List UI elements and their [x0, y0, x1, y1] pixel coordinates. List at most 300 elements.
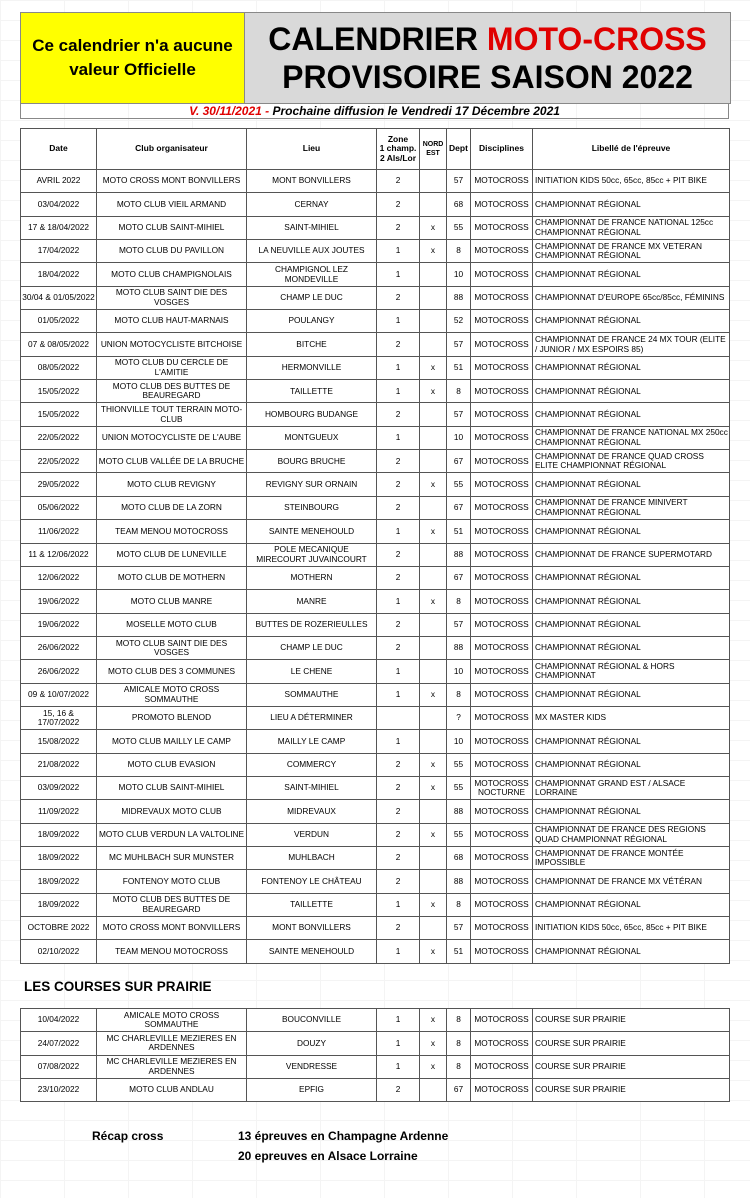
cell-date: 19/06/2022: [21, 590, 97, 613]
cell-club: MOTO CLUB DU PAVILLON: [97, 240, 247, 263]
table-row: [21, 683, 730, 706]
table-row: [21, 730, 730, 753]
cell-nord-est: [420, 706, 447, 729]
table-header-row: [21, 129, 730, 170]
cell-nord-est: x: [420, 683, 447, 706]
cell-libelle: CHAMPIONNAT DE FRANCE SUPERMOTARD: [533, 543, 730, 566]
cell-dept: 57: [447, 613, 471, 636]
cell-lieu: SAINT-MIHIEL: [247, 776, 377, 799]
cell-zone: 1: [377, 660, 420, 683]
cell-zone: 2: [377, 613, 420, 636]
cell-nord-est: [420, 730, 447, 753]
cell-zone: 1: [377, 310, 420, 333]
cell-zone: 1: [377, 590, 420, 613]
cell-nord-est: [420, 403, 447, 426]
cell-club: TEAM MENOU MOTOCROSS: [97, 520, 247, 543]
cell-lieu: VERDUN: [247, 823, 377, 846]
cell-zone: 2: [377, 566, 420, 589]
cell-dept: 51: [447, 940, 471, 963]
cell-date: AVRIL 2022: [21, 170, 97, 193]
cell-zone: 2: [377, 917, 420, 940]
cell-zone: 1: [377, 520, 420, 543]
cell-nord-est: x: [420, 240, 447, 263]
cell-zone: 2: [377, 776, 420, 799]
cell-dept: 88: [447, 636, 471, 659]
cell-nord-est: [420, 870, 447, 893]
cell-club: MOTO CLUB DE LA ZORN: [97, 496, 247, 519]
cell-club: MOTO CLUB DE LUNEVILLE: [97, 543, 247, 566]
cell-dept: 8: [447, 683, 471, 706]
cell-nord-est: [420, 193, 447, 216]
cell-nord-est: [420, 496, 447, 519]
table-row: [21, 823, 730, 846]
cell-libelle: CHAMPIONNAT RÉGIONAL: [533, 613, 730, 636]
cell-zone: 2: [377, 170, 420, 193]
cell-dept: 8: [447, 1009, 471, 1032]
table-row: [21, 1078, 730, 1101]
cell-nord-est: x: [420, 893, 447, 916]
cell-discipline: MOTOCROSS: [471, 193, 533, 216]
cell-libelle: CHAMPIONNAT DE FRANCE MX VÉTÉRAN: [533, 870, 730, 893]
cell-lieu: POULANGY: [247, 310, 377, 333]
cell-libelle: MX MASTER KIDS: [533, 706, 730, 729]
cell-nord-est: [420, 660, 447, 683]
cell-lieu: POLE MECANIQUE MIRECOURT JUVAINCOURT: [247, 543, 377, 566]
cell-club: MOTO CLUB SAINT-MIHIEL: [97, 776, 247, 799]
cell-discipline: MOTOCROSS: [471, 286, 533, 309]
cell-lieu: HOMBOURG BUDANGE: [247, 403, 377, 426]
cell-discipline: MOTOCROSS: [471, 380, 533, 403]
cell-libelle: CHAMPIONNAT RÉGIONAL: [533, 380, 730, 403]
cell-date: 12/06/2022: [21, 566, 97, 589]
cell-discipline: MOTOCROSS: [471, 940, 533, 963]
cell-date: 26/06/2022: [21, 636, 97, 659]
cell-date: 03/04/2022: [21, 193, 97, 216]
cell-discipline: MOTOCROSS: [471, 823, 533, 846]
version-number: V. 30/11/2021 -: [189, 104, 270, 118]
cell-lieu: SAINTE MENEHOULD: [247, 940, 377, 963]
cell-club: AMICALE MOTO CROSS SOMMAUTHE: [97, 1009, 247, 1032]
table-row: [21, 1009, 730, 1032]
table-row: [21, 520, 730, 543]
cell-discipline: MOTOCROSS: [471, 170, 533, 193]
cell-nord-est: x: [420, 753, 447, 776]
cell-dept: 88: [447, 286, 471, 309]
cell-club: MOTO CLUB SAINT DIE DES VOSGES: [97, 286, 247, 309]
cell-dept: 10: [447, 426, 471, 449]
table-row: [21, 753, 730, 776]
table-row: [21, 263, 730, 286]
cell-club: MOTO CLUB HAUT-MARNAIS: [97, 310, 247, 333]
cell-zone: 2: [377, 870, 420, 893]
cell-date: 18/09/2022: [21, 823, 97, 846]
table-row: [21, 240, 730, 263]
cell-libelle: COURSE SUR PRAIRIE: [533, 1032, 730, 1055]
cell-dept: 55: [447, 216, 471, 239]
cell-zone: 2: [377, 846, 420, 869]
cell-nord-est: [420, 613, 447, 636]
cell-libelle: CHAMPIONNAT RÉGIONAL: [533, 683, 730, 706]
table-row: [21, 216, 730, 239]
table-row: [21, 613, 730, 636]
cell-date: 08/05/2022: [21, 356, 97, 379]
cell-nord-est: [420, 263, 447, 286]
cell-zone: 1: [377, 940, 420, 963]
cell-discipline: MOTOCROSS: [471, 543, 533, 566]
unofficial-warning: Ce calendrier n'a aucune valeur Officielle: [21, 13, 245, 103]
column-header-libelle: Libellé de l'épreuve: [533, 129, 730, 170]
cell-zone: 2: [377, 543, 420, 566]
recap-champagne-ardenne: 13 épreuves en Champagne Ardenne: [238, 1129, 449, 1143]
cell-lieu: CHAMP LE DUC: [247, 636, 377, 659]
cell-discipline: MOTOCROSS: [471, 473, 533, 496]
cell-discipline: MOTOCROSS: [471, 240, 533, 263]
table-row: [21, 426, 730, 449]
cell-discipline: MOTOCROSS: [471, 216, 533, 239]
cell-dept: 88: [447, 870, 471, 893]
cell-dept: 51: [447, 520, 471, 543]
cell-dept: 57: [447, 403, 471, 426]
table-row: [21, 917, 730, 940]
cell-date: 21/08/2022: [21, 753, 97, 776]
cell-lieu: EPFIG: [247, 1078, 377, 1101]
cell-lieu: BUTTES DE ROZERIEULLES: [247, 613, 377, 636]
table-row: [21, 706, 730, 729]
cell-zone: 2: [377, 450, 420, 473]
table-row: [21, 870, 730, 893]
cell-club: MOTO CLUB DES 3 COMMUNES: [97, 660, 247, 683]
cell-lieu: MONTGUEUX: [247, 426, 377, 449]
cell-lieu: TAILLETTE: [247, 380, 377, 403]
cell-discipline: MOTOCROSS: [471, 870, 533, 893]
cell-libelle: COURSE SUR PRAIRIE: [533, 1055, 730, 1078]
cell-libelle: INITIATION KIDS 50cc, 65cc, 85cc + PIT BIKE: [533, 917, 730, 940]
cell-nord-est: [420, 800, 447, 823]
cell-club: MOTO CLUB CHAMPIGNOLAIS: [97, 263, 247, 286]
cell-lieu: CHAMP LE DUC: [247, 286, 377, 309]
column-header-club: Club organisateur: [97, 129, 247, 170]
cell-zone: 2: [377, 216, 420, 239]
table-row: [21, 193, 730, 216]
cell-lieu: MAILLY LE CAMP: [247, 730, 377, 753]
cell-nord-est: [420, 170, 447, 193]
cell-nord-est: x: [420, 776, 447, 799]
cell-date: 19/06/2022: [21, 613, 97, 636]
cell-lieu: MUHLBACH: [247, 846, 377, 869]
cell-date: 15, 16 & 17/07/2022: [21, 706, 97, 729]
cell-date: 18/09/2022: [21, 846, 97, 869]
cell-discipline: MOTOCROSS: [471, 333, 533, 356]
cell-discipline: MOTOCROSS: [471, 1078, 533, 1101]
cell-dept: 88: [447, 800, 471, 823]
cell-libelle: CHAMPIONNAT DE FRANCE QUAD CROSS ELITE CHAMPIONNAT RÉGIONAL: [533, 450, 730, 473]
cell-libelle: CHAMPIONNAT DE FRANCE MONTÉE IMPOSSIBLE: [533, 846, 730, 869]
cell-nord-est: x: [420, 216, 447, 239]
cell-club: MOTO CLUB VIEIL ARMAND: [97, 193, 247, 216]
cell-lieu: FONTENOY LE CHÂTEAU: [247, 870, 377, 893]
cell-nord-est: [420, 846, 447, 869]
cell-date: 18/04/2022: [21, 263, 97, 286]
cell-dept: 67: [447, 496, 471, 519]
cell-libelle: CHAMPIONNAT RÉGIONAL: [533, 893, 730, 916]
cell-club: MOTO CROSS MONT BONVILLERS: [97, 917, 247, 940]
cell-club: MOTO CLUB DE MOTHERN: [97, 566, 247, 589]
column-header-discipline: Disciplines: [471, 129, 533, 170]
cell-date: 22/05/2022: [21, 450, 97, 473]
table-row: [21, 636, 730, 659]
cell-lieu: SAINT-MIHIEL: [247, 216, 377, 239]
cell-lieu: TAILLETTE: [247, 893, 377, 916]
cell-zone: 1: [377, 380, 420, 403]
cell-libelle: CHAMPIONNAT RÉGIONAL: [533, 590, 730, 613]
column-header-zone: Zone 1 champ. 2 Als/Lor: [377, 129, 420, 170]
table-row: [21, 496, 730, 519]
cell-club: MC CHARLEVILLE MEZIERES EN ARDENNES: [97, 1055, 247, 1078]
cell-libelle: CHAMPIONNAT DE FRANCE MX VETERAN CHAMPIONNAT RÉGIONAL: [533, 240, 730, 263]
cell-dept: 51: [447, 356, 471, 379]
cell-libelle: CHAMPIONNAT RÉGIONAL: [533, 193, 730, 216]
cell-zone: 1: [377, 730, 420, 753]
cell-zone: 2: [377, 473, 420, 496]
cell-nord-est: x: [420, 590, 447, 613]
cell-date: 07/08/2022: [21, 1055, 97, 1078]
cell-nord-est: [420, 286, 447, 309]
cell-lieu: DOUZY: [247, 1032, 377, 1055]
title-prefix: CALENDRIER: [268, 21, 487, 57]
cell-date: 11 & 12/06/2022: [21, 543, 97, 566]
cell-dept: 52: [447, 310, 471, 333]
cell-date: 17 & 18/04/2022: [21, 216, 97, 239]
cell-club: MOTO CLUB EVASION: [97, 753, 247, 776]
cell-libelle: CHAMPIONNAT RÉGIONAL & HORS CHAMPIONNAT: [533, 660, 730, 683]
cell-lieu: LA NEUVILLE AUX JOUTES: [247, 240, 377, 263]
cell-dept: 10: [447, 660, 471, 683]
cell-dept: 67: [447, 1078, 471, 1101]
cell-club: MIDREVAUX MOTO CLUB: [97, 800, 247, 823]
cell-club: THIONVILLE TOUT TERRAIN MOTO-CLUB: [97, 403, 247, 426]
cell-discipline: MOTOCROSS: [471, 566, 533, 589]
cell-discipline: MOTOCROSS: [471, 683, 533, 706]
cell-club: MC CHARLEVILLE MEZIERES EN ARDENNES: [97, 1032, 247, 1055]
cell-lieu: CHAMPIGNOL LEZ MONDEVILLE: [247, 263, 377, 286]
cell-zone: 2: [377, 333, 420, 356]
cell-discipline: MOTOCROSS: [471, 520, 533, 543]
cell-dept: 57: [447, 333, 471, 356]
cell-date: 18/09/2022: [21, 870, 97, 893]
table-row: [21, 403, 730, 426]
cell-libelle: CHAMPIONNAT RÉGIONAL: [533, 403, 730, 426]
table-row: [21, 1055, 730, 1078]
cell-nord-est: [420, 310, 447, 333]
cell-club: MOTO CLUB SAINT DIE DES VOSGES: [97, 636, 247, 659]
cell-club: MC MUHLBACH SUR MUNSTER: [97, 846, 247, 869]
cell-libelle: CHAMPIONNAT RÉGIONAL: [533, 753, 730, 776]
cell-club: MOTO CLUB SAINT-MIHIEL: [97, 216, 247, 239]
cell-zone: 2: [377, 636, 420, 659]
cell-discipline: MOTOCROSS: [471, 356, 533, 379]
cell-lieu: COMMERCY: [247, 753, 377, 776]
cell-lieu: BITCHE: [247, 333, 377, 356]
cell-nord-est: x: [420, 1055, 447, 1078]
cell-libelle: INITIATION KIDS 50cc, 65cc, 85cc + PIT BIKE: [533, 170, 730, 193]
cell-nord-est: [420, 636, 447, 659]
title-line-2: PROVISOIRE SAISON 2022: [282, 59, 693, 95]
cell-date: 29/05/2022: [21, 473, 97, 496]
cell-lieu: BOUCONVILLE: [247, 1009, 377, 1032]
cell-discipline: MOTOCROSS: [471, 1009, 533, 1032]
cell-club: UNION MOTOCYCLISTE DE L'AUBE: [97, 426, 247, 449]
cell-discipline: MOTOCROSS: [471, 706, 533, 729]
cell-lieu: CERNAY: [247, 193, 377, 216]
column-header-lieu: Lieu: [247, 129, 377, 170]
cell-libelle: CHAMPIONNAT D'EUROPE 65cc/85cc, FÉMININS: [533, 286, 730, 309]
cell-dept: 88: [447, 543, 471, 566]
table-row: [21, 473, 730, 496]
cell-discipline: MOTOCROSS: [471, 496, 533, 519]
table-row: [21, 1032, 730, 1055]
cell-discipline: MOTOCROSS: [471, 753, 533, 776]
cell-nord-est: x: [420, 1009, 447, 1032]
cell-discipline: MOTOCROSS: [471, 730, 533, 753]
column-header-nord-est: NORD EST: [420, 129, 447, 170]
cell-date: 26/06/2022: [21, 660, 97, 683]
cell-dept: 55: [447, 753, 471, 776]
cell-club: MOTO CLUB MANRE: [97, 590, 247, 613]
cell-dept: 8: [447, 1032, 471, 1055]
cell-date: 09 & 10/07/2022: [21, 683, 97, 706]
cell-club: MOTO CLUB VALLÉE DE LA BRUCHE: [97, 450, 247, 473]
cell-discipline: MOTOCROSS: [471, 660, 533, 683]
cell-discipline: MOTOCROSS: [471, 590, 533, 613]
cell-lieu: BOURG BRUCHE: [247, 450, 377, 473]
cell-discipline: MOTOCROSS: [471, 450, 533, 473]
cell-nord-est: [420, 426, 447, 449]
cell-libelle: CHAMPIONNAT RÉGIONAL: [533, 263, 730, 286]
cell-libelle: CHAMPIONNAT DE FRANCE NATIONAL 125cc CHAMPIONNAT RÉGIONAL: [533, 216, 730, 239]
cell-zone: 1: [377, 240, 420, 263]
table-body: [21, 170, 730, 964]
cell-libelle: CHAMPIONNAT RÉGIONAL: [533, 730, 730, 753]
cell-libelle: CHAMPIONNAT RÉGIONAL: [533, 473, 730, 496]
cell-club: MOSELLE MOTO CLUB: [97, 613, 247, 636]
cell-zone: 2: [377, 496, 420, 519]
header-banner: [20, 12, 731, 104]
cell-date: 01/05/2022: [21, 310, 97, 333]
cell-discipline: MOTOCROSS: [471, 917, 533, 940]
cell-date: 03/09/2022: [21, 776, 97, 799]
cell-discipline: MOTOCROSS: [471, 846, 533, 869]
cell-club: PROMOTO BLENOD: [97, 706, 247, 729]
cell-dept: 55: [447, 776, 471, 799]
cell-libelle: CHAMPIONNAT RÉGIONAL: [533, 310, 730, 333]
next-release-note: Prochaine diffusion le Vendredi 17 Décembre 2021: [269, 104, 560, 118]
cell-zone: 2: [377, 286, 420, 309]
cell-zone: 1: [377, 263, 420, 286]
cell-dept: 68: [447, 193, 471, 216]
cell-nord-est: x: [420, 823, 447, 846]
cell-nord-est: x: [420, 356, 447, 379]
cell-discipline: MOTOCROSS: [471, 263, 533, 286]
title-line-1: [268, 20, 707, 58]
cell-club: MOTO CLUB DES BUTTES DE BEAUREGARD: [97, 893, 247, 916]
table-row: [21, 543, 730, 566]
cell-zone: 2: [377, 800, 420, 823]
cell-date: 24/07/2022: [21, 1032, 97, 1055]
cell-libelle: CHAMPIONNAT RÉGIONAL: [533, 800, 730, 823]
cell-dept: 55: [447, 823, 471, 846]
cell-date: 05/06/2022: [21, 496, 97, 519]
cell-dept: ?: [447, 706, 471, 729]
cell-zone: 1: [377, 426, 420, 449]
cell-discipline: MOTOCROSS: [471, 636, 533, 659]
table-row: [21, 380, 730, 403]
cell-discipline: MOTOCROSS: [471, 893, 533, 916]
prairie-races-table: [20, 1008, 730, 1102]
column-header-date: Date: [21, 129, 97, 170]
cell-discipline: MOTOCROSS: [471, 1032, 533, 1055]
cell-libelle: CHAMPIONNAT RÉGIONAL: [533, 566, 730, 589]
cell-libelle: CHAMPIONNAT RÉGIONAL: [533, 940, 730, 963]
cell-lieu: MONT BONVILLERS: [247, 917, 377, 940]
cell-dept: 8: [447, 893, 471, 916]
cell-libelle: CHAMPIONNAT DE FRANCE 24 MX TOUR (ELITE / JUNIOR / MX ESPOIRS 85): [533, 333, 730, 356]
table-row: [21, 356, 730, 379]
cell-zone: 1: [377, 893, 420, 916]
cell-lieu: HERMONVILLE: [247, 356, 377, 379]
column-header-dept: Dept: [447, 129, 471, 170]
cell-discipline: MOTOCROSS: [471, 403, 533, 426]
cell-discipline: MOTOCROSS: [471, 613, 533, 636]
cell-nord-est: [420, 566, 447, 589]
cell-zone: 2: [377, 403, 420, 426]
cell-club: TEAM MENOU MOTOCROSS: [97, 940, 247, 963]
cell-nord-est: [420, 1078, 447, 1101]
cell-club: MOTO CLUB DU CERCLE DE L'AMITIE: [97, 356, 247, 379]
page-title: [245, 13, 730, 103]
cell-discipline: MOTOCROSS NOCTURNE: [471, 776, 533, 799]
cell-dept: 57: [447, 170, 471, 193]
cell-club: MOTO CROSS MONT BONVILLERS: [97, 170, 247, 193]
cell-libelle: CHAMPIONNAT DE FRANCE MINIVERT CHAMPIONNAT RÉGIONAL: [533, 496, 730, 519]
table-row: [21, 333, 730, 356]
recap-alsace-lorraine: 20 epreuves en Alsace Lorraine: [238, 1149, 418, 1163]
title-highlight: MOTO-CROSS: [486, 21, 707, 57]
cell-date: 23/10/2022: [21, 1078, 97, 1101]
prairie-heading: LES COURSES SUR PRAIRIE: [24, 979, 212, 994]
cell-club: MOTO CLUB DES BUTTES DE BEAUREGARD: [97, 380, 247, 403]
cell-nord-est: x: [420, 1032, 447, 1055]
cell-libelle: COURSE SUR PRAIRIE: [533, 1078, 730, 1101]
cell-club: UNION MOTOCYCLISTE BITCHOISE: [97, 333, 247, 356]
table-row: [21, 893, 730, 916]
cell-zone: 1: [377, 683, 420, 706]
cell-zone: 2: [377, 1078, 420, 1101]
cell-nord-est: [420, 917, 447, 940]
table-row: [21, 310, 730, 333]
cell-date: 15/05/2022: [21, 380, 97, 403]
cell-dept: 10: [447, 730, 471, 753]
cell-lieu: SAINTE MENEHOULD: [247, 520, 377, 543]
cell-date: 22/05/2022: [21, 426, 97, 449]
cell-zone: [377, 706, 420, 729]
cell-date: 15/05/2022: [21, 403, 97, 426]
cell-club: MOTO CLUB REVIGNY: [97, 473, 247, 496]
cell-nord-est: x: [420, 473, 447, 496]
cell-lieu: MIDREVAUX: [247, 800, 377, 823]
table-row: [21, 800, 730, 823]
cell-date: 30/04 & 01/05/2022: [21, 286, 97, 309]
cell-zone: 2: [377, 753, 420, 776]
